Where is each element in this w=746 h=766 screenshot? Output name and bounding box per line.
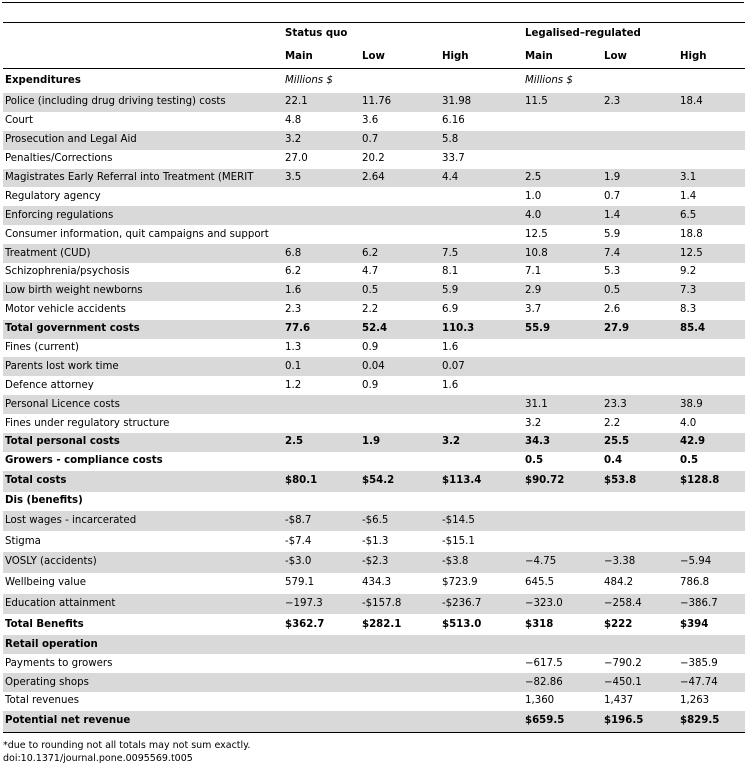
cell-value	[602, 531, 678, 552]
cell-value	[360, 414, 440, 433]
cell-value: 434.3	[362, 577, 392, 589]
cell-value: -$3.0	[283, 552, 360, 573]
cell-value: 52.4	[360, 320, 440, 339]
cell-value: 0.5	[360, 282, 440, 301]
row-label: Magistrates Early Referral into Treatment (MERIT	[3, 169, 283, 188]
cell-value: 42.9	[678, 433, 745, 452]
cell-value: −386.7	[678, 594, 745, 615]
cell-value: 22.1	[283, 93, 360, 112]
cell-value	[283, 206, 360, 225]
cell-value	[360, 635, 440, 654]
cell-value: 6.9	[442, 304, 459, 316]
cell-value: 4.0	[680, 417, 697, 429]
row-label: Payments to growers	[5, 657, 113, 669]
cell-value: 5.9	[604, 228, 621, 240]
row-label: Potential net revenue	[3, 711, 283, 732]
cell-value	[602, 112, 678, 131]
cell-value: 12.5	[525, 228, 548, 240]
cell-value	[360, 692, 440, 711]
expenditures-row	[3, 69, 745, 94]
cell-value: 18.4	[678, 93, 745, 112]
header-lr-high: High	[680, 50, 707, 62]
cell-value	[602, 635, 678, 654]
cell-value: 1,263	[680, 695, 710, 707]
cell-value: 2.9	[523, 282, 602, 301]
row-label: Total Benefits	[5, 618, 84, 630]
table-row	[3, 673, 745, 692]
cell-value: 27.9	[602, 320, 678, 339]
cell-value: 38.9	[678, 395, 745, 414]
cell-value: −450.1	[602, 673, 678, 692]
cell-value	[602, 131, 678, 150]
cell-value: 1.2	[285, 379, 302, 391]
header-sq-high: High	[442, 50, 469, 62]
cell-value: 5.9	[440, 282, 523, 301]
cell-value: $196.5	[602, 711, 678, 732]
cell-value	[678, 511, 745, 532]
row-label: Parents lost work time	[3, 357, 283, 376]
cell-value: $128.8	[678, 471, 745, 492]
header-row-groups	[3, 23, 745, 46]
cell-value	[523, 511, 602, 532]
cell-value: −790.2	[604, 657, 642, 669]
cell-value: 786.8	[680, 577, 710, 589]
cell-value	[678, 635, 745, 654]
cell-value: $394	[680, 618, 709, 630]
cell-value: $318	[525, 618, 554, 630]
cell-value: 1.9	[360, 433, 440, 452]
cell-value: 6.8	[283, 244, 360, 263]
cell-value: 0.1	[283, 357, 360, 376]
cell-value: -$157.8	[360, 594, 440, 615]
cell-value: $362.7	[285, 618, 325, 630]
cell-value	[678, 339, 745, 358]
header-lr-main: Main	[525, 50, 553, 62]
cell-value: 8.3	[680, 304, 697, 316]
cell-value: 5.3	[604, 266, 621, 278]
cell-value: 2.64	[360, 169, 440, 188]
cell-value	[440, 206, 523, 225]
cell-value: 7.3	[678, 282, 745, 301]
cell-value	[283, 492, 360, 511]
table-row	[3, 206, 745, 225]
cell-value: −617.5	[525, 657, 563, 669]
cell-value	[602, 511, 678, 532]
cell-value	[360, 492, 440, 511]
cell-value: 0.04	[360, 357, 440, 376]
row-label: Total personal costs	[3, 433, 283, 452]
cell-value: 4.4	[440, 169, 523, 188]
cell-value: 12.5	[678, 244, 745, 263]
cell-value	[602, 150, 678, 169]
table-row	[3, 692, 745, 711]
cell-value: 0.5	[680, 455, 699, 467]
cell-value: $54.2	[360, 471, 440, 492]
cell-value	[440, 395, 523, 414]
cell-value	[523, 357, 602, 376]
table-row	[3, 452, 745, 471]
units-status-quo: Millions $	[283, 69, 523, 94]
table-row	[3, 711, 745, 732]
cell-value	[678, 112, 745, 131]
cell-value: $723.9	[442, 577, 478, 589]
cell-value: 0.9	[362, 342, 379, 354]
table-row	[3, 225, 745, 244]
table-row	[3, 263, 745, 282]
header-blank	[3, 23, 283, 46]
row-label: VOSLY (accidents)	[3, 552, 283, 573]
cell-value: 0.07	[440, 357, 523, 376]
cell-value: 1.3	[285, 342, 302, 354]
cell-value	[440, 492, 523, 511]
table-row	[3, 244, 745, 263]
row-label: Operating shops	[3, 673, 283, 692]
cell-value: 3.2	[525, 417, 542, 429]
cell-value	[283, 225, 360, 244]
cell-value: 7.4	[602, 244, 678, 263]
cell-value: -$6.5	[360, 511, 440, 532]
cell-value: 1.6	[442, 379, 459, 391]
row-label: Wellbeing value	[5, 577, 86, 589]
table-row	[3, 187, 745, 206]
cell-value: 1.6	[442, 342, 459, 354]
cell-value: $659.5	[523, 711, 602, 732]
cell-value: 0.4	[604, 455, 623, 467]
table-row	[3, 395, 745, 414]
cell-value: -$1.3	[362, 535, 389, 547]
cell-value	[283, 414, 360, 433]
cell-value: $80.1	[283, 471, 360, 492]
cell-value	[283, 673, 360, 692]
row-label: Fines (current)	[5, 342, 79, 354]
cell-value	[283, 711, 360, 732]
cell-value: 1.4	[602, 206, 678, 225]
cell-value	[360, 711, 440, 732]
cell-value: 2.6	[604, 304, 621, 316]
cell-value: 31.98	[440, 93, 523, 112]
table-row	[3, 552, 745, 573]
cell-value: −4.75	[523, 552, 602, 573]
table-row	[3, 471, 745, 492]
cell-value: −385.9	[680, 657, 718, 669]
cell-value	[440, 635, 523, 654]
cell-value: 3.2	[440, 433, 523, 452]
cell-value: 3.1	[678, 169, 745, 188]
cell-value	[678, 492, 745, 511]
cell-value: 31.1	[523, 395, 602, 414]
table-row	[3, 339, 745, 358]
row-label: Stigma	[5, 535, 41, 547]
cell-value: 7.5	[440, 244, 523, 263]
cell-value	[602, 357, 678, 376]
cell-value	[523, 112, 602, 131]
cell-value	[360, 187, 440, 206]
row-label: Schizophrenia/psychosis	[5, 266, 130, 278]
cell-value	[678, 357, 745, 376]
cell-value: $829.5	[678, 711, 745, 732]
cell-value: 33.7	[442, 153, 465, 165]
cell-value: −323.0	[523, 594, 602, 615]
cell-value: 3.7	[525, 304, 542, 316]
cell-value	[523, 635, 602, 654]
table-row	[3, 573, 745, 594]
cell-value: 579.1	[285, 577, 315, 589]
cell-value: $113.4	[440, 471, 523, 492]
cell-value: -$8.7	[283, 511, 360, 532]
header-blank	[3, 45, 283, 69]
cell-value: 3.2	[283, 131, 360, 150]
row-label: Prosecution and Legal Aid	[3, 131, 283, 150]
cell-value: $53.8	[602, 471, 678, 492]
cell-value: 1,437	[604, 695, 634, 707]
cell-value: 4.7	[362, 266, 379, 278]
cell-value	[678, 376, 745, 395]
header-row-scenarios	[3, 45, 745, 69]
row-label: Total government costs	[3, 320, 283, 339]
cost-table	[3, 22, 745, 733]
cell-value	[523, 339, 602, 358]
cell-value: 2.5	[283, 433, 360, 452]
cell-value: 0.5	[525, 455, 544, 467]
table-row	[3, 414, 745, 433]
cell-value	[440, 225, 523, 244]
table-row	[3, 301, 745, 320]
cell-value: 5.8	[440, 131, 523, 150]
cell-value: $90.72	[523, 471, 602, 492]
cell-value: -$15.1	[442, 535, 475, 547]
cell-value: 110.3	[440, 320, 523, 339]
cell-value: 11.76	[360, 93, 440, 112]
row-label: Motor vehicle accidents	[5, 304, 126, 316]
cell-value	[440, 673, 523, 692]
cell-value: 1.0	[525, 190, 542, 202]
cell-value: 4.8	[285, 115, 302, 127]
cell-value: −82.86	[523, 673, 602, 692]
cell-value: 1.6	[283, 282, 360, 301]
cell-value: 2.3	[602, 93, 678, 112]
cell-value: 11.5	[523, 93, 602, 112]
table-row	[3, 654, 745, 673]
table-row	[3, 531, 745, 552]
row-label: Personal Licence costs	[3, 395, 283, 414]
cell-value: 484.2	[604, 577, 634, 589]
cell-value	[523, 131, 602, 150]
cell-value: −3.38	[602, 552, 678, 573]
cell-value: $282.1	[362, 618, 402, 630]
header-status-quo: Status quo	[283, 23, 523, 46]
cell-value: 20.2	[362, 153, 385, 165]
cell-value	[602, 492, 678, 511]
cell-value: -$2.3	[360, 552, 440, 573]
cell-value: 6.2	[285, 266, 302, 278]
row-label: Lost wages - incarcerated	[3, 511, 283, 532]
cell-value: 34.3	[523, 433, 602, 452]
cell-value: 6.2	[360, 244, 440, 263]
header-sq-low: Low	[362, 50, 385, 62]
table-row	[3, 169, 745, 188]
row-label: Treatment (CUD)	[3, 244, 283, 263]
table-row	[3, 594, 745, 615]
cell-value	[360, 206, 440, 225]
row-label: Dis (benefits)	[5, 495, 83, 507]
cell-value	[602, 376, 678, 395]
cell-value	[440, 654, 523, 673]
cell-value	[523, 492, 602, 511]
table-row	[3, 112, 745, 131]
cell-value	[440, 414, 523, 433]
units-legalised: Millions $	[523, 69, 745, 94]
table-row	[3, 150, 745, 169]
header-sq-main: Main	[285, 50, 313, 62]
cell-value: 0.7	[360, 131, 440, 150]
row-label: Fines under regulatory structure	[5, 417, 170, 429]
row-label: Low birth weight newborns	[3, 282, 283, 301]
cell-value	[523, 531, 602, 552]
cell-value: 1.4	[680, 190, 697, 202]
cell-value	[283, 635, 360, 654]
cell-value: 2.3	[285, 304, 302, 316]
cell-value: -$3.8	[440, 552, 523, 573]
cell-value: 2.5	[523, 169, 602, 188]
cell-value: −5.94	[678, 552, 745, 573]
cell-value: -$7.4	[285, 535, 312, 547]
expenditures-label: Expenditures	[3, 69, 283, 94]
cell-value: −47.74	[678, 673, 745, 692]
row-label: Regulatory agency	[5, 190, 101, 202]
cell-value	[678, 131, 745, 150]
table-row	[3, 357, 745, 376]
row-label: Education attainment	[3, 594, 283, 615]
cell-value	[440, 711, 523, 732]
row-label: Penalties/Corrections	[5, 153, 113, 165]
cell-value	[440, 187, 523, 206]
cell-value: 2.2	[362, 304, 379, 316]
cell-value: 85.4	[678, 320, 745, 339]
table-row	[3, 282, 745, 301]
row-label: Consumer information, quit campaigns and support	[5, 228, 269, 240]
cell-value: 10.8	[523, 244, 602, 263]
cell-value	[678, 531, 745, 552]
cell-value: −197.3	[283, 594, 360, 615]
cell-value	[360, 654, 440, 673]
row-label: Court	[5, 115, 33, 127]
cell-value	[360, 452, 440, 471]
row-label: Retail operation	[3, 635, 283, 654]
cell-value: 25.5	[602, 433, 678, 452]
footnote: *due to rounding not all totals may not sum exactly.	[3, 740, 251, 751]
cell-value: 18.8	[680, 228, 703, 240]
cell-value: 3.6	[362, 115, 379, 127]
row-label: Total costs	[3, 471, 283, 492]
cell-value: -$236.7	[440, 594, 523, 615]
cell-value: 4.0	[523, 206, 602, 225]
table-row	[3, 492, 745, 511]
cell-value	[602, 339, 678, 358]
table-row	[3, 320, 745, 339]
cell-value: -$14.5	[440, 511, 523, 532]
header-lr-low: Low	[604, 50, 627, 62]
cell-value	[523, 376, 602, 395]
cell-value: 645.5	[525, 577, 555, 589]
cell-value: 55.9	[523, 320, 602, 339]
cell-value	[360, 395, 440, 414]
row-label: Growers - compliance costs	[5, 455, 163, 467]
cell-value	[360, 225, 440, 244]
cell-value: 1,360	[525, 695, 555, 707]
cell-value: −258.4	[602, 594, 678, 615]
cell-value: 23.3	[602, 395, 678, 414]
cell-value: 1.9	[602, 169, 678, 188]
cell-value	[283, 692, 360, 711]
top-rule	[2, 2, 744, 3]
cell-value: 2.2	[604, 417, 621, 429]
cell-value: $513.0	[442, 618, 482, 630]
table-row	[3, 131, 745, 150]
cell-value: 77.6	[283, 320, 360, 339]
table-row	[3, 614, 745, 635]
doi-text: doi:10.1371/journal.pone.0095569.t005	[3, 753, 193, 764]
cell-value: 27.0	[285, 153, 308, 165]
row-label: Enforcing regulations	[3, 206, 283, 225]
table-row	[3, 433, 745, 452]
cell-value	[360, 673, 440, 692]
cell-value: $222	[604, 618, 633, 630]
cell-value	[283, 395, 360, 414]
row-label: Police (including drug driving testing) costs	[3, 93, 283, 112]
cell-value	[440, 452, 523, 471]
cell-value: 6.5	[678, 206, 745, 225]
cell-value: 0.9	[362, 379, 379, 391]
cell-value: 9.2	[680, 266, 697, 278]
row-label: Total revenues	[5, 695, 80, 707]
cell-value	[283, 452, 360, 471]
cell-value	[440, 692, 523, 711]
table-row	[3, 376, 745, 395]
table-row	[3, 635, 745, 654]
cell-value: 0.7	[604, 190, 621, 202]
header-legalised: Legalised–regulated	[523, 23, 745, 46]
row-label: Defence attorney	[5, 379, 94, 391]
cell-value: 6.16	[442, 115, 465, 127]
cell-value	[283, 187, 360, 206]
cell-value: 3.5	[283, 169, 360, 188]
cell-value	[283, 654, 360, 673]
cell-value	[523, 150, 602, 169]
cell-value	[678, 150, 745, 169]
cell-value: 8.1	[442, 266, 459, 278]
cell-value: 0.5	[602, 282, 678, 301]
cell-value: 7.1	[525, 266, 542, 278]
table-row	[3, 93, 745, 112]
table-row	[3, 511, 745, 532]
